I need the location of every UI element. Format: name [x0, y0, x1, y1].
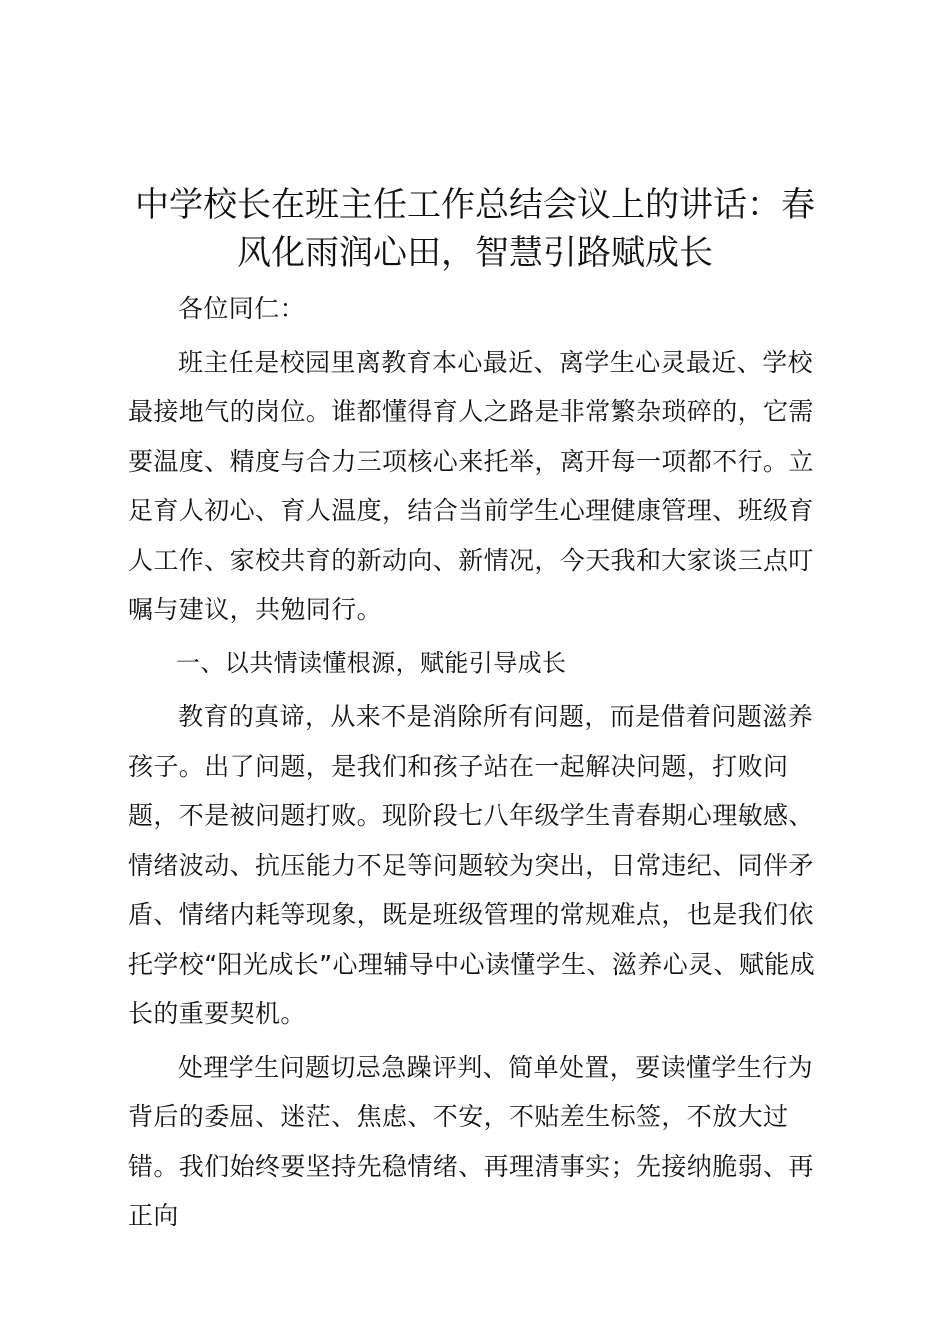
- section-1-paragraph-1: 教育的真谛，从来不是消除所有问题，而是借着问题滋养孩子。出了问题，是我们和孩子站在一起解决问题，打败问题，不是被问题打败。现阶段七八年级学生青春期心理敏感、情绪波动、抗压能力不足等问题较为突出，日常违纪、同伴矛盾、情绪内耗等现象，既是班级管理的常规难点，也是我们依托学校“阳光成长”心理辅导中心读懂学生、滋养心灵、赋能成长的重要契机。: [128, 702, 816, 1028]
- document-title: [110, 181, 840, 277]
- document-body: [128, 284, 838, 1241]
- salutation: 各位同仁：: [178, 294, 306, 323]
- intro-paragraph: 班主任是校园里离教育本心最近、离学生心灵最近、学校最接地气的岗位。谁都懂得育人之路是非常繁杂琐碎的，它需要温度、精度与合力三项核心来托举，离开每一项都不行。立足育人初心、育人温度，结合当前学生心理健康管理、班级育人工作、家校共育的新动向、新情况，今天我和大家谈三点叮嘱与建议，共勉同行。: [128, 347, 814, 624]
- section-1-heading: 一、以共情读懂根源，赋能引导成长: [176, 648, 567, 677]
- section-1-paragraph-2: 处理学生问题切忌急躁评判、简单处置，要读懂学生行为背后的委屈、迷茫、焦虑、不安，不贴差生标签，不放大过错。我们始终要坚持先稳情绪、再理清事实；先接纳脆弱、再正向: [128, 1052, 814, 1230]
- title-line-1: 中学校长在班主任工作总结会议上的讲话：春: [135, 185, 815, 225]
- title-line-2: 风化雨润心田，智慧引路赋成长: [237, 233, 713, 273]
